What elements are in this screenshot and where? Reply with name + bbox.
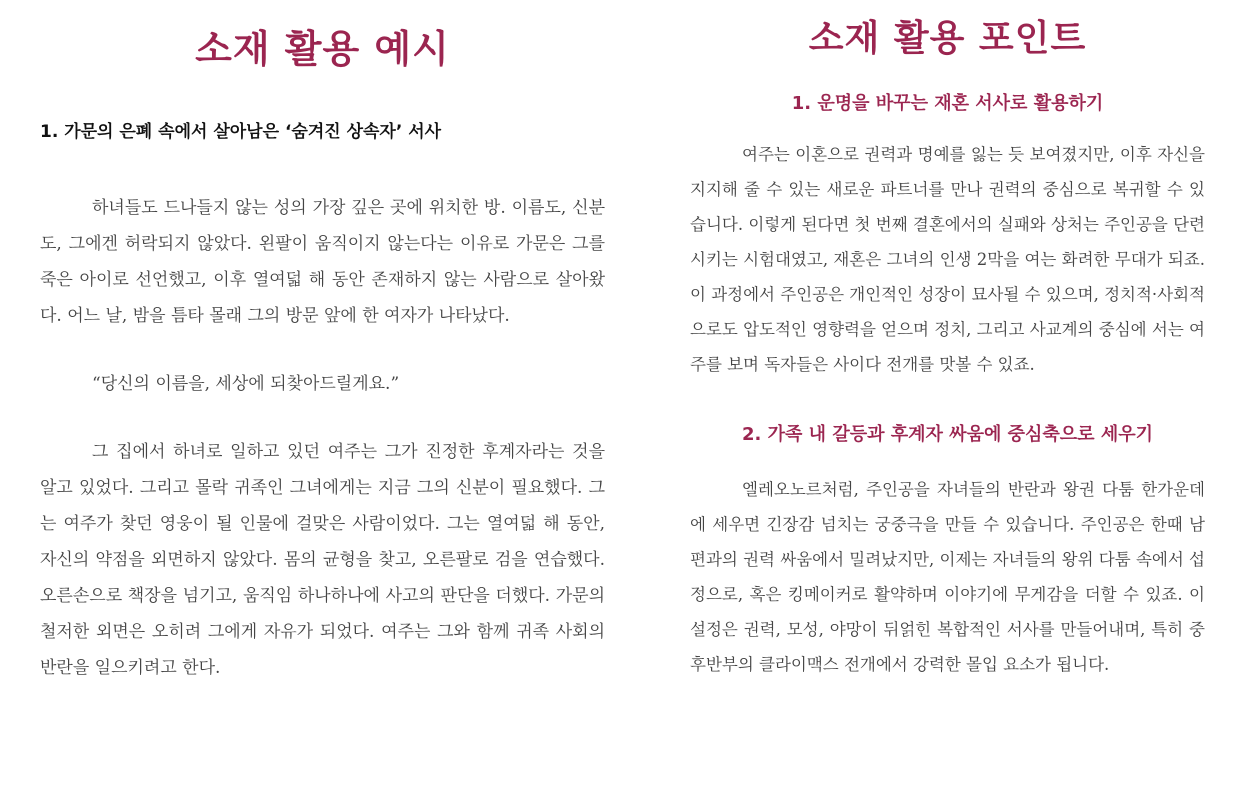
story-heading: 1. 가문의 은폐 속에서 살아남은 ‘숨겨진 상속자’ 서사: [40, 122, 442, 142]
story-paragraph-1: 하녀들도 드나들지 않는 성의 가장 깊은 곳에 위치한 방. 이름도, 신분도, 그에겐 허락되지 않았다. 왼팔이 움직이지 않는다는 이유로 가문은 그를 죽은 아이로 선언했고, 이후 열여덟 해 동안 존재하지 않는 사람으로 살아왔다. 어느 날, 밤을 틈타 몰래 그의 방문 앞에 한 여자가 나타났다.: [40, 198, 605, 326]
section2-text: 엘레오노르처럼, 주인공을 자녀들의 반란과 왕권 다툼 한가운데에 세우면 긴장감 넘치는 궁중극을 만들 수 있습니다. 주인공은 한때 남편과의 권력 싸움에서 밀려났지만, 이제는 자녀들의 왕위 다툼 속에서 섭정으로, 혹은 킹메이커로 활약하며 이야기에 무게감을 더할 수 있죠. 이 설정은 권력, 모성, 야망이 뒤얽힌 복합적인 서사를 만들어내며, 특히 중후반부의 클라이맥스 전개에서 강력한 몰입 요소가 됩니다.: [690, 480, 1205, 674]
right-title: 소재 활용 포인트: [808, 18, 1087, 59]
left-column: [40, 0, 605, 686]
story-quote: “당신의 이름을, 세상에 되찾아드릴게요.”: [92, 374, 400, 394]
right-column: [690, 0, 1205, 682]
section1-text: 여주는 이혼으로 권력과 명예를 잃는 듯 보여졌지만, 이후 자신을 지지해 줄 수 있는 새로운 파트너를 만나 권력의 중심으로 복귀할 수 있습니다. 이렇게 된다면 첫 번째 결혼에서의 실패와 상처는 주인공을 단련시키는 시험대였고, 재혼은 그녀의 인생 2막을 여는 화려한 무대가 되죠. 이 과정에서 주인공은 개인적인 성장이 묘사될 수 있으며, 정치적·사회적으로도 압도적인 영향력을 얻으며 정치, 그리고 사교계의 중심에 서는 여주를 보며 독자들은 사이다 전개를 맛볼 수 있죠.: [690, 145, 1205, 374]
story-paragraph-2: 그 집에서 하녀로 일하고 있던 여주는 그가 진정한 후계자라는 것을 알고 있었다. 그리고 몰락 귀족인 그녀에게는 지금 그의 신분이 필요했다. 그는 여주가 찾던 영웅이 될 인물에 걸맞은 사람이었다. 그는 열여덟 해 동안, 자신의 약점을 외면하지 않았다. 몸의 균형을 찾고, 오른팔로 검을 연습했다. 오른손으로 책장을 넘기고, 움직임 하나하나에 사고의 판단을 더했다. 가문의 철저한 외면은 오히려 그에게 자유가 되었다. 여주는 그와 함께 귀족 사회의 반란을 일으키려고 한다.: [40, 442, 605, 678]
section1-heading: 1. 운명을 바꾸는 재혼 서사로 활용하기: [791, 93, 1104, 114]
left-title: 소재 활용 예시: [195, 27, 450, 71]
section2-heading: 2. 가족 내 갈등과 후계자 싸움에 중심축으로 세우기: [742, 424, 1153, 445]
